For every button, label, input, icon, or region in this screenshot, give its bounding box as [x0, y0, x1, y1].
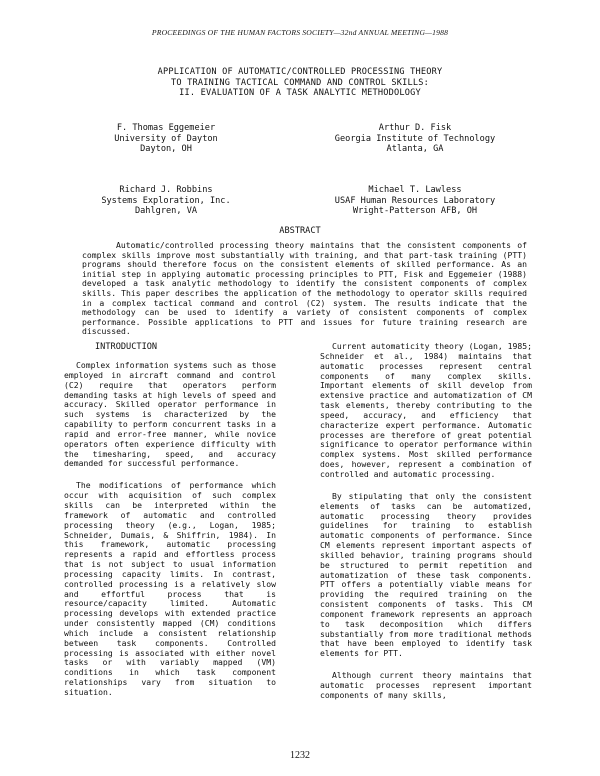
author-location: Wright-Patterson AFB, OH	[352, 206, 478, 216]
author-name: Richard J. Robbins	[119, 185, 213, 195]
title-line-3: II. EVALUATION OF A TASK ANALYTIC METHODOLOGY	[179, 88, 421, 99]
proceedings-header: PROCEEDINGS OF THE HUMAN FACTORS SOCIETY—32nd ANNUAL MEETING—1988	[151, 28, 449, 37]
left-column	[64, 361, 276, 710]
author-affiliation: University of Dayton	[114, 133, 218, 144]
author-block-1	[66, 123, 266, 155]
page-number: 1232	[290, 750, 310, 761]
author-name: Michael T. Lawless	[368, 185, 462, 195]
paragraph: By stipulating that only the consistent elements of tasks can be automatized, automatic processing theory provides guidelines for training to establish automatic components of performance. Since CM elements represent important aspects of skilled behavior, training programs should be structured to permit repetition and automatization of these task components. PTT offers a potentially viable means for providing the required training on the consistent components of tasks. This CM component framework represents an approach to task decomposition which differs substantially from more traditional methods that have been employed to identify task elements for PTT.	[320, 490, 532, 659]
paragraph: Complex information systems such as those employed in aircraft command and control (C2) require that operators perform demanding tasks at high levels of speed and accuracy. Skilled operator performance in such systems is characterized by the capability to perform concurrent tasks in a rapid and error-free manner, while novice operators often experience difficulty with the timesharing, speed, and accuracy demanded for successful performance.	[64, 360, 276, 469]
paragraph: The modifications of performance which occur with acquisition of such complex skills can be interpreted within the framework of automatic and controlled processing theory (e.g., Logan, 1985; Schneider, Dumais, & Shiffrin, 1984). In this framework, automatic processing represents a rapid and effortless process that is not subject to usual information processing capacity limits. In contrast, controlled processing is a relatively slow and effortful process that is resource/capacity limited. Automatic processing develops with extended practice under consistently mapped (CM) conditions which include a consistent relationship between task components. Controlled processing is associated with either novel tasks or with variably mapped (VM) conditions in which task component relationships vary from situation to situation.	[64, 480, 276, 697]
author-affiliation: USAF Human Resources Laboratory	[334, 195, 496, 206]
introduction-heading: INTRODUCTION	[95, 342, 158, 352]
author-block-4	[300, 185, 530, 217]
author-affiliation: Georgia Institute of Technology	[334, 133, 496, 144]
paragraph: Although current theory maintains that automatic processes represent important components of many skills,	[320, 670, 532, 700]
right-column	[320, 342, 532, 713]
title-line-2: TO TRAINING TACTICAL COMMAND AND CONTROL SKILLS:	[171, 77, 429, 88]
author-name: Arthur D. Fisk	[378, 123, 452, 133]
author-location: Atlanta, GA	[386, 144, 444, 154]
author-location: Dahlgren, VA	[134, 206, 198, 216]
paper-title	[60, 67, 540, 99]
author-affiliation: Systems Exploration, Inc.	[101, 195, 231, 206]
author-name: F. Thomas Eggemeier	[116, 123, 216, 133]
author-location: Dayton, OH	[140, 144, 192, 154]
abstract-heading: ABSTRACT	[279, 226, 321, 236]
paragraph: Current automaticity theory (Logan, 1985; Schneider et al., 1984) maintains that automatic processes represent central components of many complex skills. Important elements of skill develop from extensive practice and automatization of CM task elements, thereby contributing to the speed, accuracy, and efficiency that characterize expert performance. Automatic processes are therefore of great potential significance to operator performance within complex systems. Most skilled performance does, however, represent a combination of controlled and automatic processing.	[320, 341, 532, 479]
author-block-2	[300, 123, 530, 155]
title-line-1: APPLICATION OF AUTOMATIC/CONTROLLED PROCESSING THEORY	[157, 67, 443, 77]
abstract-text: Automatic/controlled processing theory maintains that the consistent components of complex skills improve most substantially with training, and that part-task training (PTT) programs should therefore focus on the consistent elements of skilled performance. As an initial step in applying automatic processing principles to PTT, Fisk and Eggemeier (1988) developed a task analytic methodology to identify the consistent components of complex skills. This paper describes the application of the methodology to operator skills required in a complex tactical command and control (C2) system. The results indicate that the methodology can be used to identify a variety of consistent components of complex performance. Possible applications to PTT and issues for future training research are discussed.	[82, 240, 527, 337]
author-block-3	[66, 185, 266, 217]
